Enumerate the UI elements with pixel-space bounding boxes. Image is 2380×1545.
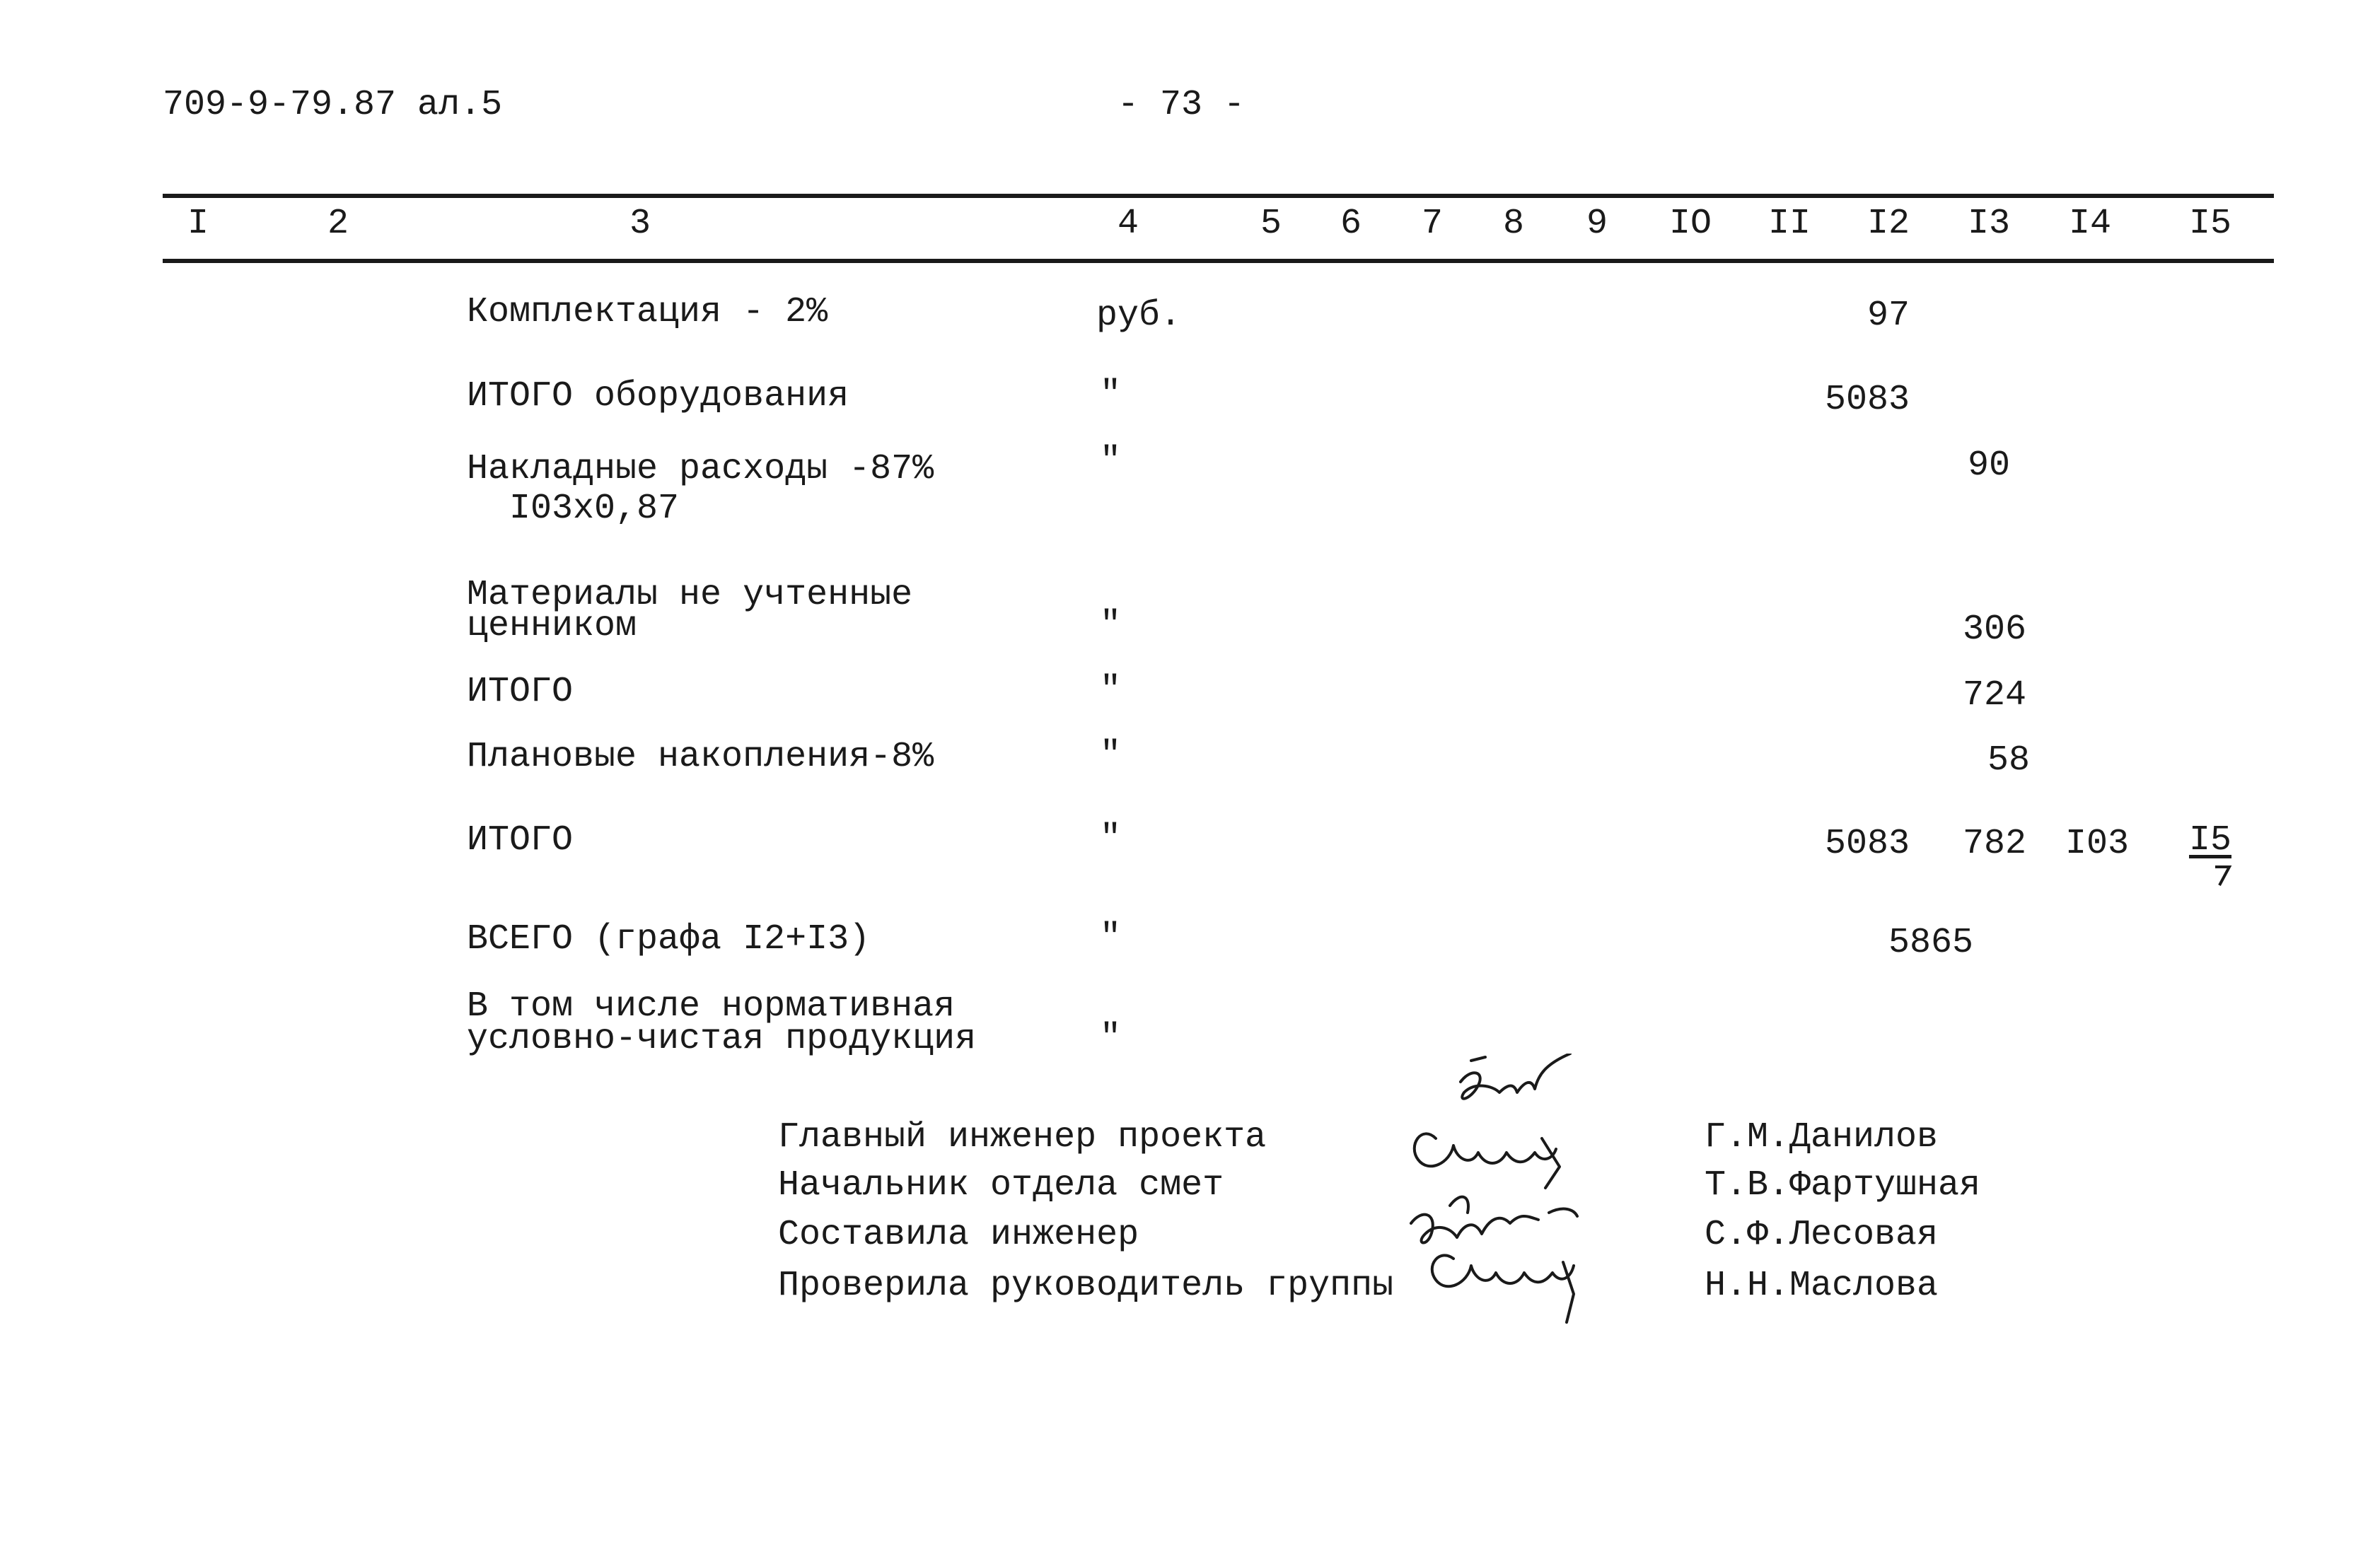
- row-label: ИТОГО оборудования: [467, 376, 849, 416]
- column-header: 6: [1340, 204, 1362, 244]
- column-header: II: [1767, 204, 1811, 244]
- row-label: ИТОГО: [467, 672, 574, 712]
- column-header: 2: [327, 204, 349, 244]
- row-unit: ": [1100, 670, 1122, 711]
- column-header: 3: [629, 204, 651, 244]
- column-header: I2: [1867, 204, 1910, 244]
- row-unit: ": [1100, 441, 1122, 482]
- signatory-title: Главный инженер проекта: [778, 1117, 1267, 1158]
- row-label: ВСЕГО (графа I2+I3): [467, 919, 871, 960]
- cell-col12-13: 5865: [1888, 923, 1974, 963]
- cell-col12: 5083: [1824, 380, 1910, 420]
- row-unit: ": [1100, 819, 1122, 859]
- cell-col13: 782: [1962, 824, 2027, 864]
- handwritten-mark: [2212, 864, 2234, 888]
- cell-col13: 90: [1967, 445, 2011, 486]
- row-unit: ": [1100, 735, 1122, 776]
- cell-col12: 5083: [1824, 824, 1910, 864]
- column-header: I3: [1967, 204, 2011, 244]
- table-top-rule: [163, 194, 2274, 198]
- signatory-name: Т.В.Фартушная: [1705, 1165, 1981, 1206]
- column-header: 5: [1260, 204, 1282, 244]
- row-label-line2: ценником: [467, 606, 637, 646]
- signatory-name: С.Ф.Лесовая: [1705, 1215, 1939, 1255]
- column-header: I: [187, 204, 209, 244]
- row-label: Накладные расходы -87%: [467, 449, 934, 489]
- cell-col12: 97: [1867, 296, 1910, 336]
- column-header: 9: [1586, 204, 1608, 244]
- handwritten-signatures: [1393, 1054, 1648, 1329]
- signatory-name: Н.Н.Маслова: [1705, 1266, 1939, 1306]
- row-label: В том числе нормативная: [467, 986, 956, 1027]
- row-label-line2: условно-чистая продукция: [467, 1019, 977, 1059]
- column-header: I5: [2188, 204, 2232, 244]
- column-header: 8: [1502, 204, 1525, 244]
- signatory-title: Начальник отдела смет: [778, 1165, 1224, 1206]
- signatory-title: Проверила руководитель группы: [778, 1266, 1394, 1306]
- cell-col13: 58: [1987, 740, 2031, 781]
- row-unit: руб.: [1096, 296, 1182, 336]
- column-header: I4: [2068, 204, 2112, 244]
- row-label: Плановые накопления-8%: [467, 737, 934, 777]
- row-label: Материалы не учтенные: [467, 575, 913, 615]
- row-label: Комплектация - 2%: [467, 292, 828, 332]
- row-label-line2: I03x0,87: [509, 489, 680, 529]
- cell-col15: I5: [2188, 820, 2232, 861]
- column-header: 4: [1117, 204, 1139, 244]
- row-label: ИТОГО: [467, 820, 574, 861]
- cell-col13: 306: [1962, 610, 2027, 650]
- page-number: - 73 -: [1118, 85, 1246, 125]
- row-unit: ": [1100, 918, 1122, 958]
- column-header: 7: [1421, 204, 1444, 244]
- row-unit: ": [1100, 1018, 1122, 1059]
- table-header-bottom-rule: [163, 259, 2274, 263]
- row-unit: ": [1100, 605, 1122, 646]
- row-unit: ": [1100, 375, 1122, 415]
- cell-col14: I03: [2065, 824, 2130, 864]
- signatory-title: Составила инженер: [778, 1215, 1139, 1255]
- document-code: 709-9-79.87 ал.5: [163, 85, 503, 125]
- cell-col13: 724: [1962, 675, 2027, 716]
- column-header: IO: [1668, 204, 1712, 244]
- signatory-name: Г.М.Данилов: [1705, 1117, 1939, 1158]
